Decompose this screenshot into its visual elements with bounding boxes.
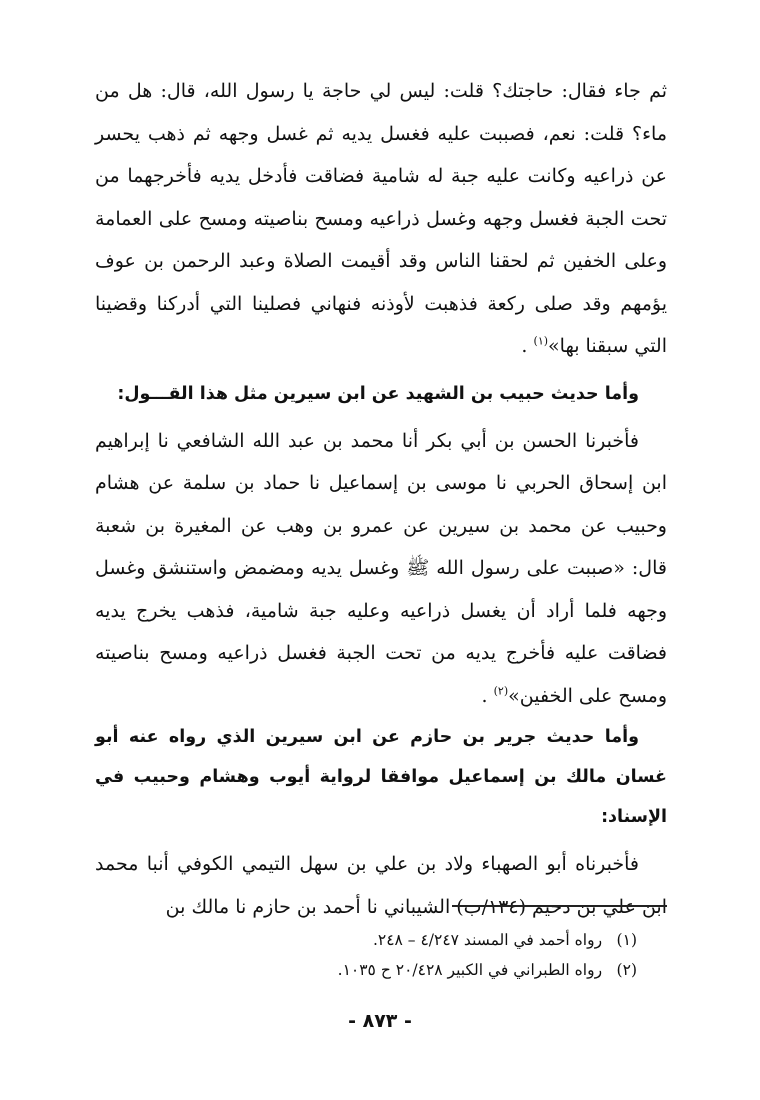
paragraph-text: ثم جاء فقال: حاجتك؟ قلت: ليس لي حاجة يا رسول الله، قال: هل من ماء؟ قلت: نعم، فصببت عليه فغسل يديه ثم غسل وجهه ثم ذهب يحسر عن ذراعيه وكانت عليه جبة له شامية فضاقت فأدخل يديه فأخرجهما من تحت الجبة فغسل وجهه وغسل ذراعيه ومسح بناصيته ومسح على العمامة وعلى الخفين ثم لحقنا الناس وقد أقيمت الصلاة وعبد الرحمن بن عوف يؤمهم وقد صلى ركعة فذهبت لأوذنه فنهاني فصلينا التي أدركنا وقضينا التي سبقنا بها»: [95, 80, 667, 357]
paragraph-end-mark: .: [481, 684, 494, 707]
footnote-separator: [452, 905, 667, 907]
paragraph-text: فأخبرنا الحسن بن أبي بكر أنا محمد بن عبد الله الشافعي نا إبراهيم ابن إسحاق الحربي نا موسى بن إسماعيل نا حماد بن سلمة عن هشام وحبيب عن محمد بن سيرين عن عمرو بن وهب عن المغيرة بن شعبة قال: «صببت على رسول الله ﷺ وغسل يديه ومضمض واستنشق وغسل وجهه فلما أراد أن يغسل ذراعيه وعليه جبة شامية، فذهب يخرج يديه فضاقت عليه فأخرج يديه من تحت الجبة فغسل ذراعيه ومسح بناصيته ومسح على الخفين»: [95, 429, 667, 707]
footnote-reference-1: (١): [533, 334, 549, 348]
page-number: - ٨٧٣ -: [348, 1010, 412, 1032]
footnote-text: رواه الطبراني في الكبير ٢٠/٤٢٨ ح ١٠٣٥.: [337, 961, 603, 979]
footnote-number: (٢): [616, 961, 637, 979]
section-heading-habib: وأما حديث حبيب بن الشهيد عن ابن سيرين مثل هذا القـــول:: [117, 383, 639, 404]
paragraph-isnad-habib: [95, 420, 667, 718]
footnote-reference-2: (٢): [493, 684, 509, 698]
footnote-2: [95, 955, 667, 985]
section-heading-jarir: وأما حديث جرير بن حازم عن ابن سيرين الذي رواه عنه أبو غسان مالك بن إسماعيل موافقا لرواية أيوب وهشام وحبيب في الإسناد:: [95, 727, 667, 827]
footnote-1: [95, 925, 667, 955]
paragraph-end-mark: .: [521, 335, 534, 357]
footnotes: [95, 905, 667, 985]
footnote-text: رواه أحمد في المسند ٤/٢٤٧ – ٢٤٨.: [372, 931, 603, 949]
page-body: [95, 70, 667, 928]
paragraph-hadith-mughira: [95, 70, 667, 368]
footnote-number: (١): [616, 931, 637, 949]
paragraph-isnad-jarir: فأخبرناه أبو الصهباء ولاد بن علي بن سهل التيمي الكوفي أنبا محمد ابن علي بن دحيم (١٣٤/ب) الشيباني نا أحمد بن حازم نا مالك بن: [95, 853, 667, 918]
